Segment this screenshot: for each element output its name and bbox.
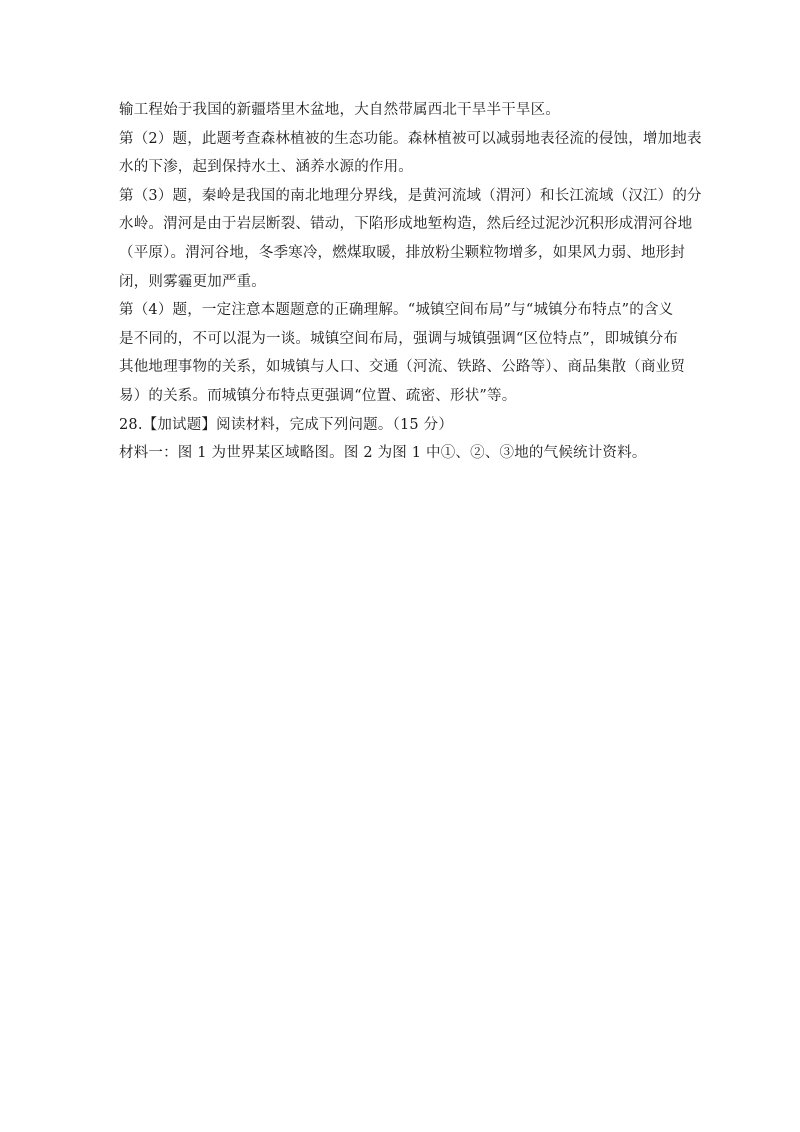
text-line: 第（2）题，此题考查森林植被的生态功能。森林植被可以减弱地表径流的侵蚀，增加地表 [119,130,702,147]
answer-explanation-paragraph [119,96,702,468]
text-line: 易）的关系。而城镇分布特点更强调“位置、疏密、形状”等。 [119,387,517,404]
question-heading: 28.【加试题】阅读材料，完成下列问题。（15 分） [119,416,454,433]
text-line: 其他地理事物的关系，如城镇与人口、交通（河流、铁路、公路等）、商品集散（商业贸 [119,359,686,376]
text-line: 水的下渗，起到保持水土、涵养水源的作用。 [119,159,413,176]
text-line: 输工程始于我国的新疆塔里木盆地，大自然带属西北干旱半干旱区。 [119,102,560,118]
document-body [119,96,702,468]
text-line: 闭，则雾霾更加严重。 [119,273,266,290]
text-line: 第（4）题，一定注意本题题意的正确理解。“城镇空间布局”与“城镇分布特点”的含义 [119,302,674,319]
text-line: 第（3）题，秦岭是我国的南北地理分界线，是黄河流域（渭河）和长江流域（汉江）的分 [119,187,702,204]
text-line: 水岭。渭河是由于岩层断裂、错动，下陷形成地堑构造，然后经过泥沙沉积形成渭河谷地 [119,216,693,233]
material-intro: 材料一：图 1 为世界某区域略图。图 2 为图 1 中①、②、③地的气候统计资料。 [119,445,647,462]
text-line: （平原）。渭河谷地，冬季寒冷，燃煤取暖，排放粉尘颗粒物增多，如果风力弱、地形封 [119,244,686,261]
text-line: 是不同的，不可以混为一谈。城镇空间布局，强调与城镇强调“区位特点”，即城镇分布 [119,330,679,347]
